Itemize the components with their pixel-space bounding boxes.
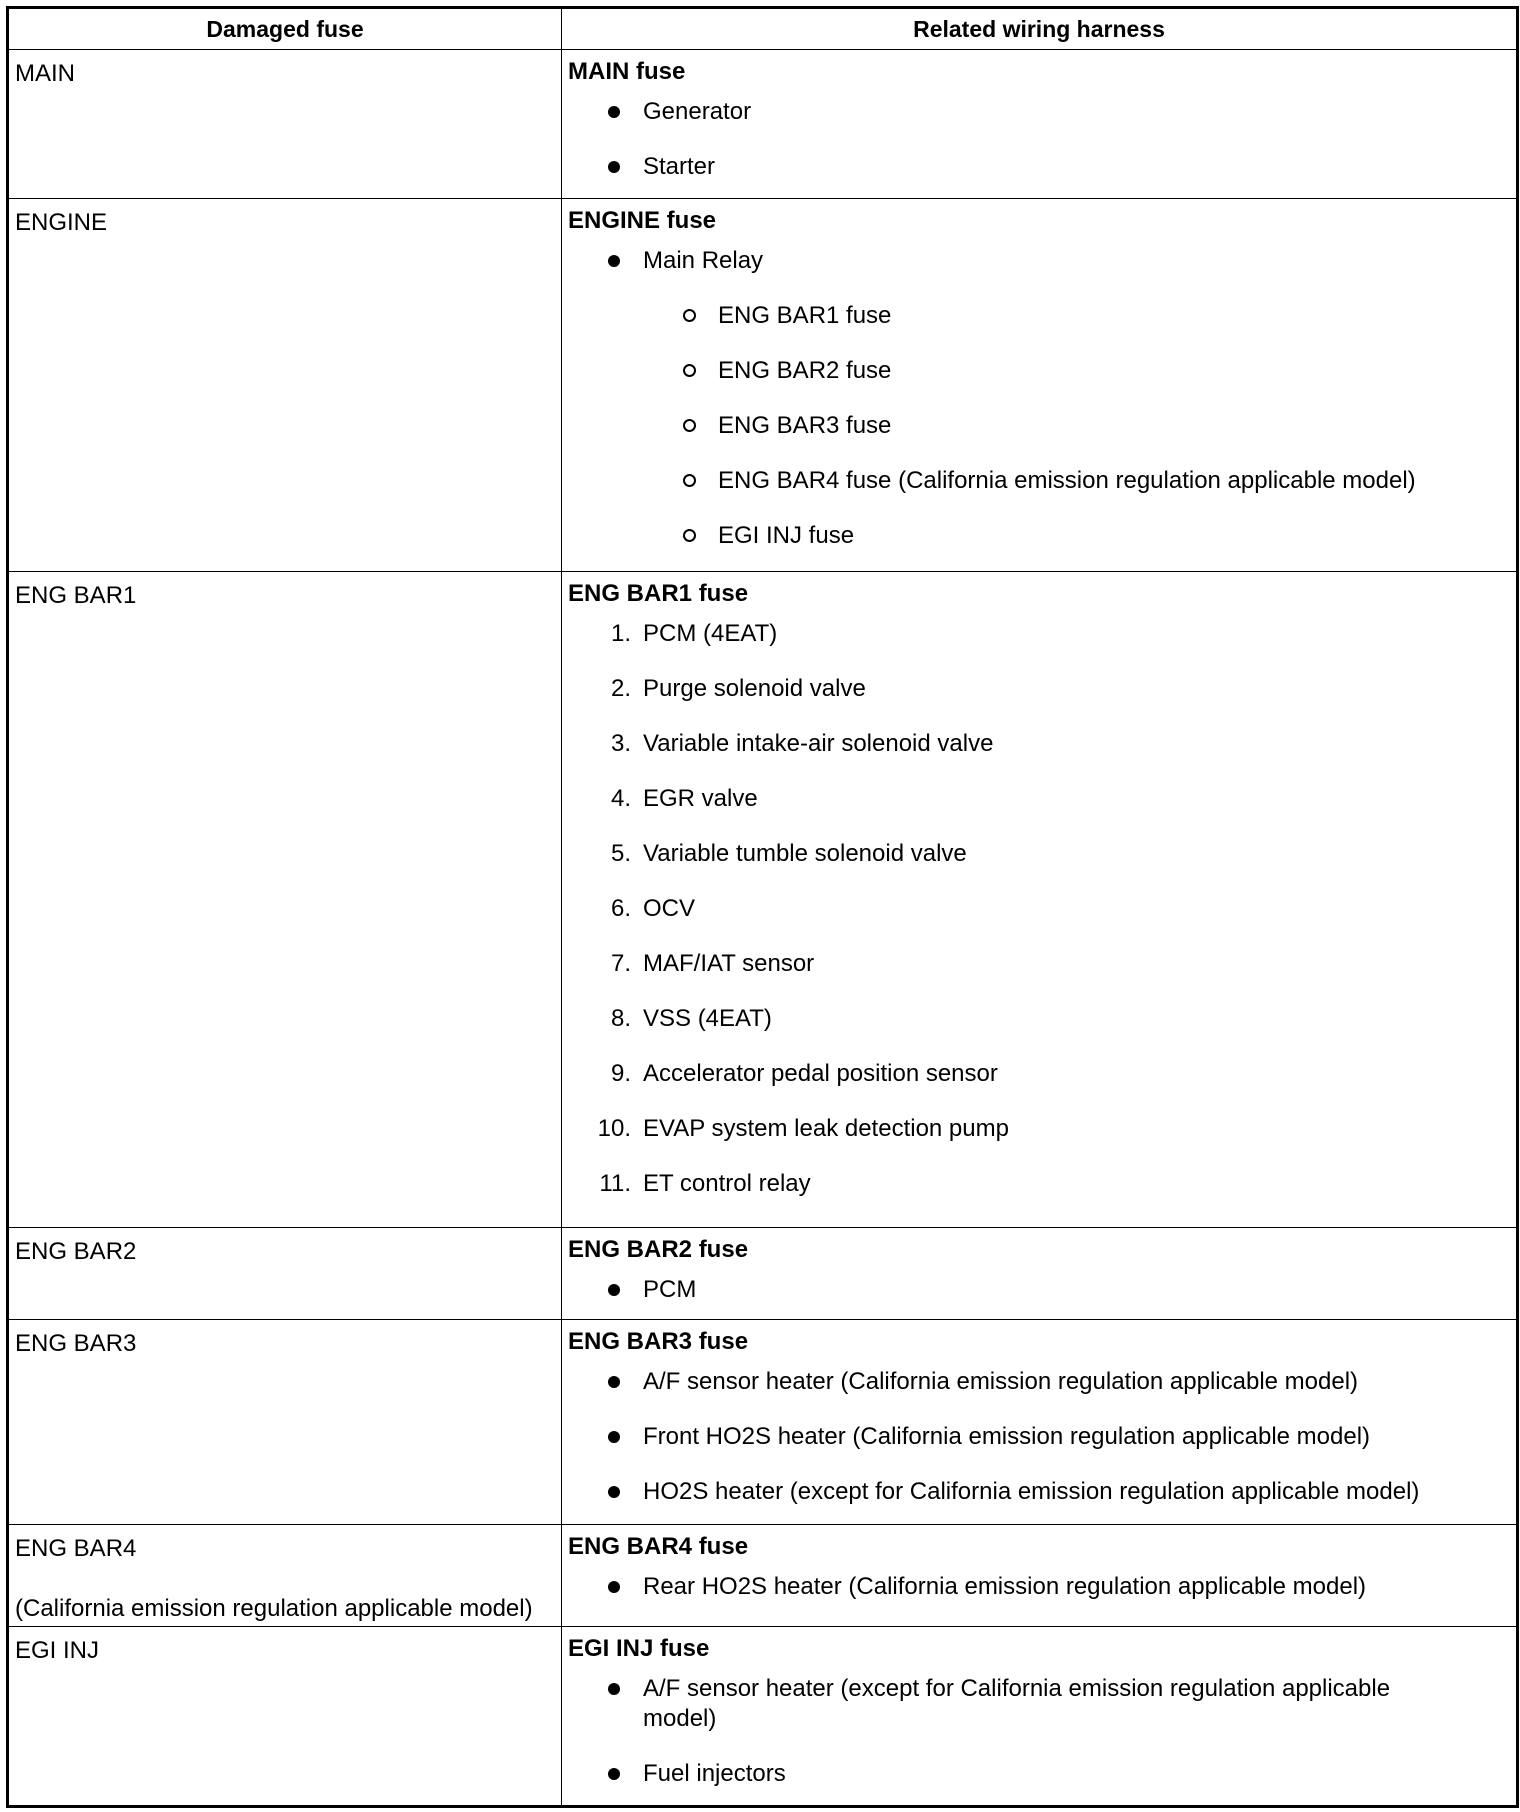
- related-harness-cell: [562, 50, 1518, 199]
- harness-list-item: [568, 661, 1516, 716]
- harness-list-item: [568, 139, 1516, 194]
- harness-item-text: ENG BAR1 fuse: [718, 301, 892, 329]
- harness-list-item: [568, 1409, 1516, 1464]
- harness-item-text: Fuel injectors: [643, 1759, 786, 1787]
- harness-list-item: [568, 1464, 1516, 1519]
- harness-list-item: [568, 233, 1516, 288]
- damaged-fuse-cell: [8, 1626, 562, 1806]
- table-row: [8, 1525, 1518, 1626]
- damaged-fuse-note: (California emission regulation applicable model): [15, 1595, 533, 1623]
- harness-item-text: ENG BAR2 fuse: [718, 356, 892, 384]
- hollow-circle-bullet-icon: [683, 529, 696, 542]
- harness-list-item: [568, 1156, 1516, 1211]
- harness-list-item: [568, 508, 1516, 563]
- bullet-icon: [608, 255, 620, 267]
- hollow-circle-bullet-icon: [683, 364, 696, 377]
- harness-list-item: [568, 881, 1516, 936]
- bullet-icon: [608, 1581, 620, 1593]
- damaged-fuse-cell: [8, 1320, 562, 1525]
- damaged-fuse-name: ENG BAR3: [15, 1330, 137, 1358]
- bullet-icon: [608, 1431, 620, 1443]
- harness-list-item: [568, 288, 1516, 343]
- harness-list-item: [568, 1046, 1516, 1101]
- damaged-fuse-name: ENGINE: [15, 208, 108, 236]
- damaged-fuse-cell: [8, 198, 562, 572]
- table-row: [8, 198, 1518, 572]
- hollow-circle-bullet-icon: [683, 309, 696, 322]
- harness-item-text: A/F sensor heater (except for California emission regulation applicable model): [643, 1674, 1391, 1732]
- damaged-fuse-name: ENG BAR4: [15, 1535, 137, 1563]
- harness-list-item: [568, 1559, 1516, 1614]
- table-row: [8, 50, 1518, 199]
- fuse-harness-table: [6, 6, 1519, 1808]
- harness-item-text: Generator: [643, 98, 752, 125]
- harness-list-item: [568, 936, 1516, 991]
- harness-item-text: MAF/IAT sensor: [643, 950, 815, 978]
- damaged-fuse-cell: [8, 1228, 562, 1320]
- harness-list-item: [568, 606, 1516, 661]
- list-number: 2.: [610, 675, 631, 703]
- damaged-fuse-name: ENG BAR2: [15, 1238, 137, 1266]
- harness-item-text: ENG BAR4 fuse (California emission regulation applicable model): [718, 466, 1416, 494]
- damaged-fuse-cell: [8, 1525, 562, 1626]
- list-number: 6.: [610, 895, 631, 923]
- header-damaged-fuse: Damaged fuse: [8, 8, 562, 50]
- table-body: [8, 50, 1518, 1807]
- harness-heading: ENG BAR1 fuse: [568, 580, 749, 608]
- harness-item-text: PCM: [643, 1276, 697, 1304]
- table-row: [8, 1626, 1518, 1806]
- damaged-fuse-name: ENG BAR1: [15, 582, 137, 610]
- table-row: [8, 1228, 1518, 1320]
- harness-item-text: Variable tumble solenoid valve: [643, 840, 967, 868]
- harness-list-item: [568, 1101, 1516, 1156]
- harness-list-item: [568, 991, 1516, 1046]
- harness-item-text: OCV: [643, 895, 696, 923]
- list-number: 7.: [610, 950, 631, 978]
- harness-item-text: HO2S heater (except for California emission regulation applicable model): [643, 1478, 1420, 1506]
- harness-item-text: EVAP system leak detection pump: [643, 1115, 1009, 1143]
- harness-list-item: [568, 1661, 1516, 1746]
- harness-item-text: VSS (4EAT): [643, 1005, 772, 1033]
- harness-heading: MAIN fuse: [568, 58, 686, 85]
- table-row: [8, 572, 1518, 1228]
- related-harness-cell: [562, 198, 1518, 572]
- harness-list-item: [568, 398, 1516, 453]
- related-harness-cell: [562, 1228, 1518, 1320]
- damaged-fuse-name: MAIN: [15, 60, 75, 87]
- harness-list-item: [568, 453, 1516, 508]
- harness-heading: ENG BAR4 fuse: [568, 1533, 749, 1561]
- harness-item-text: Main Relay: [643, 246, 764, 274]
- harness-item-text: PCM (4EAT): [643, 620, 778, 648]
- list-number: 11.: [599, 1170, 631, 1198]
- related-harness-cell: [562, 1626, 1518, 1806]
- list-number: 4.: [610, 785, 631, 813]
- harness-item-text: Starter: [643, 153, 716, 180]
- list-number: 8.: [610, 1005, 631, 1033]
- list-number: 3.: [610, 730, 631, 758]
- harness-item-text: EGI INJ fuse: [718, 521, 855, 549]
- related-harness-cell: [562, 1525, 1518, 1626]
- harness-item-text: Accelerator pedal position sensor: [643, 1060, 998, 1088]
- header-related-wiring-harness: Related wiring harness: [562, 8, 1518, 50]
- harness-item-text: ENG BAR3 fuse: [718, 411, 892, 439]
- list-number: 1.: [610, 620, 631, 648]
- related-harness-cell: [562, 572, 1518, 1228]
- bullet-icon: [608, 1284, 620, 1296]
- harness-list-item: [568, 343, 1516, 398]
- bullet-icon: [608, 1376, 620, 1388]
- harness-item-text: A/F sensor heater (California emission regulation applicable model): [643, 1368, 1359, 1396]
- harness-heading: EGI INJ fuse: [568, 1634, 710, 1662]
- harness-list-item: [568, 1746, 1516, 1801]
- harness-list-item: [568, 771, 1516, 826]
- harness-item-text: ET control relay: [643, 1170, 811, 1198]
- hollow-circle-bullet-icon: [683, 419, 696, 432]
- harness-list-item: [568, 84, 1516, 139]
- harness-item-text: Rear HO2S heater (California emission regulation applicable model): [643, 1573, 1367, 1601]
- list-number: 5.: [610, 840, 631, 868]
- harness-item-text: EGR valve: [643, 785, 758, 813]
- bullet-icon: [608, 1768, 620, 1780]
- harness-heading: ENG BAR3 fuse: [568, 1328, 749, 1356]
- harness-list-item: [568, 1262, 1516, 1317]
- harness-heading: ENGINE fuse: [568, 206, 717, 234]
- harness-heading: ENG BAR2 fuse: [568, 1236, 749, 1264]
- bullet-icon: [608, 106, 620, 118]
- harness-item-text: Front HO2S heater (California emission regulation applicable model): [643, 1423, 1371, 1451]
- harness-list-item: [568, 716, 1516, 771]
- harness-item-text: Purge solenoid valve: [643, 675, 866, 703]
- damaged-fuse-name: EGI INJ: [15, 1636, 100, 1664]
- harness-list-item: [568, 826, 1516, 881]
- harness-item-text: Variable intake-air solenoid valve: [643, 730, 994, 758]
- list-number: 10.: [597, 1115, 631, 1143]
- damaged-fuse-cell: [8, 50, 562, 199]
- header-row: [8, 8, 1518, 50]
- bullet-icon: [608, 161, 620, 173]
- list-number: 9.: [610, 1060, 631, 1088]
- table-row: [8, 1320, 1518, 1525]
- harness-list-item: [568, 1354, 1516, 1409]
- bullet-icon: [608, 1486, 620, 1498]
- related-harness-cell: [562, 1320, 1518, 1525]
- bullet-icon: [608, 1683, 620, 1695]
- damaged-fuse-cell: [8, 572, 562, 1228]
- hollow-circle-bullet-icon: [683, 474, 696, 487]
